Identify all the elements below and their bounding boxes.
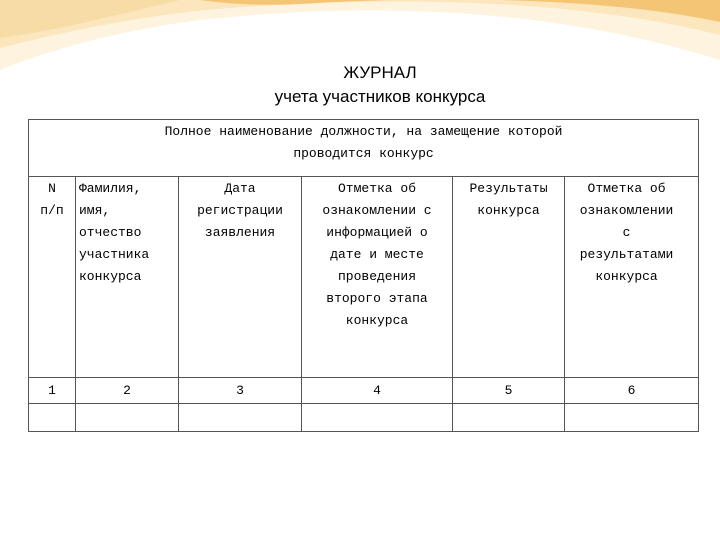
table-row-empty	[29, 404, 699, 432]
column-header-full-name: Фамилия, имя, отчество участника конкурса	[76, 177, 179, 378]
document-title: ЖУРНАЛ	[343, 63, 417, 82]
column-number-4: 4	[302, 378, 453, 404]
column-header-results: Результаты конкурса	[453, 177, 565, 378]
table-cell-empty	[565, 404, 699, 432]
table-caption: Полное наименование должности, на замещение которой проводится конкурс	[29, 120, 699, 177]
table-cell-empty	[453, 404, 565, 432]
column-number-2: 2	[76, 378, 179, 404]
column-header-registration-date: Дата регистрации заявления	[179, 177, 302, 378]
column-number-6: 6	[565, 378, 699, 404]
column-number-5: 5	[453, 378, 565, 404]
column-header-results-ack-mark: Отметка об ознакомлении с результатами конкурса	[565, 177, 699, 378]
column-number-1: 1	[29, 378, 76, 404]
column-header-number: N п/п	[29, 177, 76, 378]
table-cell-empty	[29, 404, 76, 432]
table-cell-empty	[76, 404, 179, 432]
document-subtitle: учета участников конкурса	[274, 87, 486, 106]
column-number-3: 3	[179, 378, 302, 404]
column-header-second-stage-info-mark: Отметка об ознакомлении с информацией о дате и месте проведения второго этапа конкурса	[302, 177, 453, 378]
table-cell-empty	[179, 404, 302, 432]
participants-journal-table	[28, 119, 699, 432]
table-cell-empty	[302, 404, 453, 432]
